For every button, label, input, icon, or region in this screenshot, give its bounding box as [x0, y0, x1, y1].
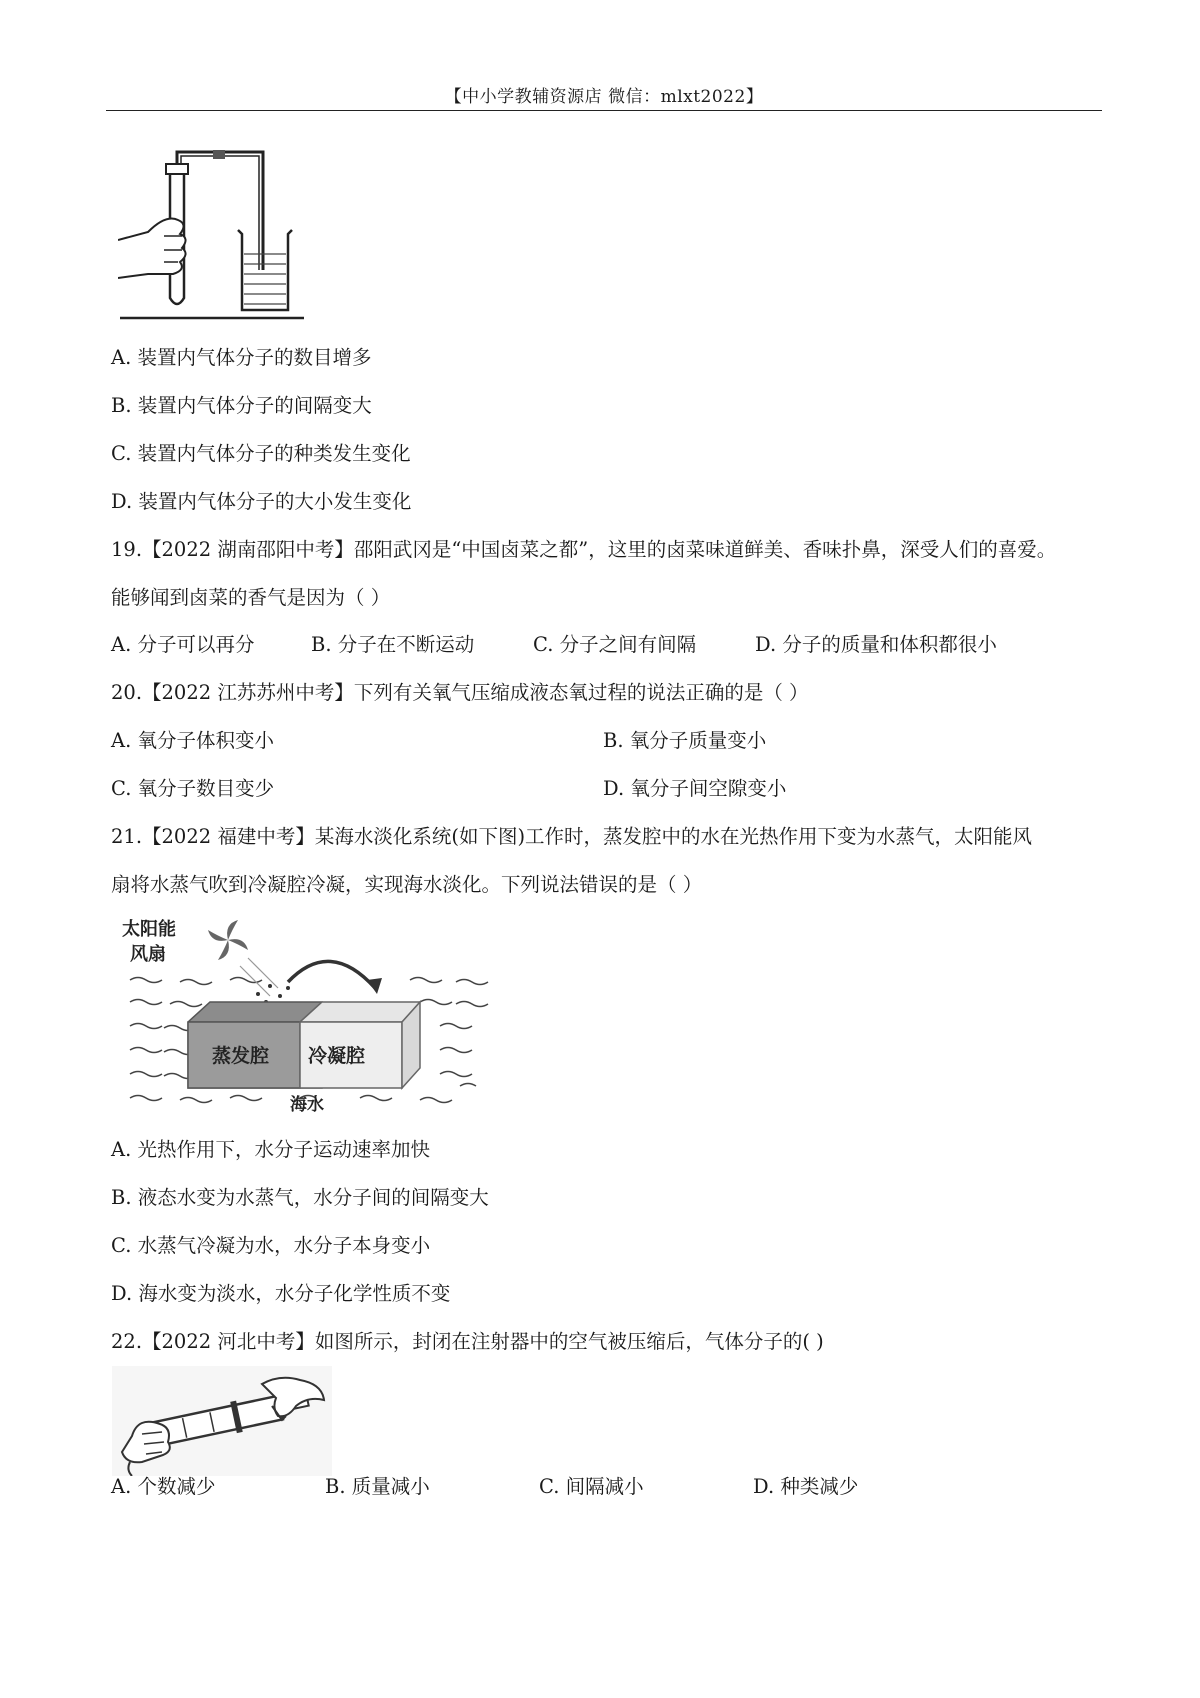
q18-option-a: A. 装置内气体分子的数目增多 [111, 346, 372, 369]
fan-label-2: 风扇 [130, 944, 166, 965]
q21-stem-line2: 扇将水蒸气吹到冷凝腔冷凝，实现海水淡化。下列说法错误的是（ ） [111, 873, 703, 896]
seawater-label: 海水 [290, 1095, 324, 1115]
q19-option-b: B. 分子在不断运动 [311, 633, 475, 656]
q19-option-d: D. 分子的质量和体积都很小 [755, 633, 997, 656]
q21-option-d: D. 海水变为淡水，水分子化学性质不变 [111, 1282, 451, 1305]
q21-option-b: B. 液态水变为水蒸气，水分子间的间隔变大 [111, 1186, 489, 1209]
evaporation-chamber-label: 蒸发腔 [212, 1045, 270, 1067]
q18-option-b: B. 装置内气体分子的间隔变大 [111, 394, 372, 417]
q19-option-c: C. 分子之间有间隔 [533, 633, 697, 656]
q21-option-c: C. 水蒸气冷凝为水，水分子本身变小 [111, 1234, 431, 1257]
q19-stem-line1: 19.【2022 湖南邵阳中考】邵阳武冈是“中国卤菜之都”，这里的卤菜味道鲜美、香味扑鼻，深受人们的喜爱。 [111, 538, 1057, 561]
q22-option-d: D. 种类减少 [753, 1475, 859, 1498]
desalination-figure [120, 908, 490, 1118]
fan-label-1: 太阳能 [122, 919, 176, 940]
airtightness-apparatus-figure [118, 150, 308, 325]
q22-stem: 22.【2022 河北中考】如图所示，封闭在注射器中的空气被压缩后，气体分子的( ) [111, 1330, 824, 1353]
header-rule [106, 110, 1102, 111]
q22-option-c: C. 间隔减小 [539, 1475, 644, 1498]
q22-option-a: A. 个数减少 [111, 1475, 216, 1498]
q20-option-a: A. 氧分子体积变小 [111, 729, 274, 752]
q20-option-d: D. 氧分子间空隙变小 [603, 777, 787, 800]
fan-icon [208, 920, 248, 960]
q21-option-a: A. 光热作用下，水分子运动速率加快 [111, 1138, 430, 1161]
q20-stem: 20.【2022 江苏苏州中考】下列有关氧气压缩成液态氧过程的说法正确的是（ ） [111, 681, 809, 704]
q20-option-c: C. 氧分子数目变少 [111, 777, 275, 800]
q22-option-b: B. 质量减小 [325, 1475, 430, 1498]
q19-option-a: A. 分子可以再分 [111, 633, 255, 656]
q18-option-d: D. 装置内气体分子的大小发生变化 [111, 490, 412, 513]
page-header: 【中小学教辅资源店 微信：mlxt2022】 [444, 87, 764, 107]
condensation-chamber-label: 冷凝腔 [308, 1045, 366, 1067]
syringe-figure [112, 1366, 332, 1476]
q20-option-b: B. 氧分子质量变小 [603, 729, 767, 752]
q19-stem-line2: 能够闻到卤菜的香气是因为（ ） [111, 586, 391, 609]
q18-option-c: C. 装置内气体分子的种类发生变化 [111, 442, 411, 465]
q21-stem-line1: 21.【2022 福建中考】某海水淡化系统(如下图)工作时，蒸发腔中的水在光热作用下变为水蒸气，太阳能风 [111, 825, 1033, 848]
